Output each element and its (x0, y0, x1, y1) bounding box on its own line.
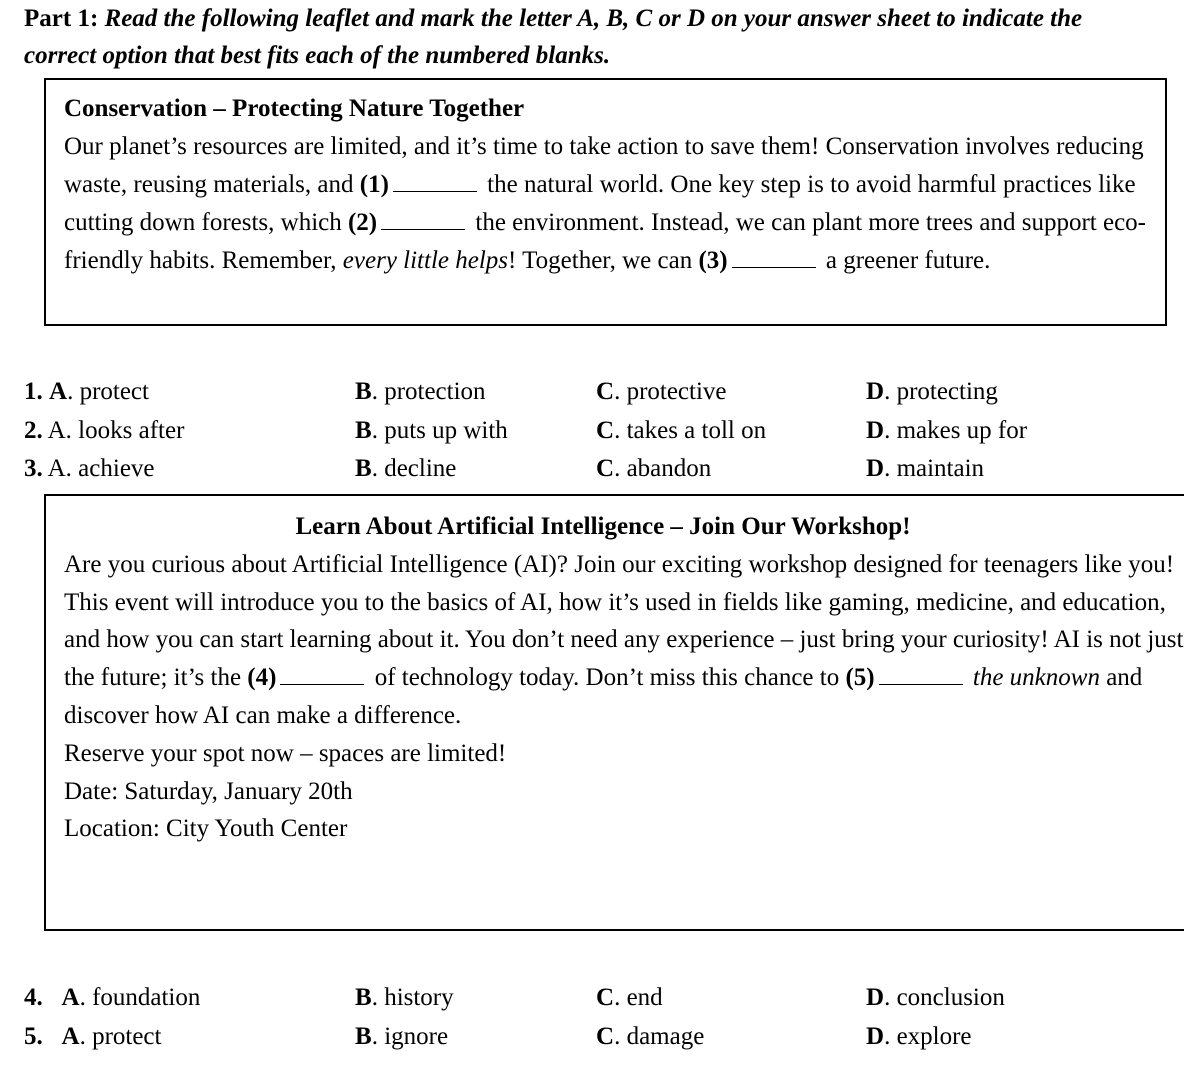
body-text: the environment. Instead, we can plant more trees and support eco-friendly habits. Remember, (64, 209, 1146, 274)
leaflet-body (64, 128, 1147, 280)
question-row (24, 979, 1164, 1018)
italic-phrase: the unknown (972, 664, 1100, 692)
option-b[interactable] (355, 412, 508, 451)
question-number: 1. (24, 378, 43, 405)
option-a[interactable] (24, 373, 149, 412)
option-letter: B (355, 378, 372, 405)
question-number: 4. (24, 984, 43, 1011)
question-options-1-3 (24, 373, 1164, 489)
blank-line (280, 664, 364, 685)
leaflet-body (64, 546, 1184, 735)
option-a[interactable] (24, 1018, 161, 1057)
body-text: Are you curious about Artificial Intelligence (AI)? Join our exciting workshop designed for teenagers like you! This event will introduce you to the basics of AI, how it’s used in fields like gaming, medicine, and education, and how you can start learning about it. You don’t need any experience – just bring your curiosity! AI is not just the future; it’s the (64, 550, 1184, 692)
option-text: . decline (371, 455, 457, 482)
option-text: . conclusion (884, 984, 1005, 1011)
body-text: Our planet’s resources are limited, and it’s time to take action to save them! Conservation involves reducing waste, reusing materials, and (64, 133, 1144, 198)
question-row (24, 373, 1164, 412)
blank-line (393, 171, 477, 192)
blank-line (732, 247, 816, 268)
option-text: . takes a toll on (614, 416, 767, 444)
question-number: 5. (24, 1022, 43, 1050)
blank-line (879, 664, 963, 685)
option-c[interactable] (596, 1018, 704, 1057)
option-a[interactable] (24, 979, 200, 1018)
option-letter: D (866, 378, 885, 405)
option-letter: A (61, 984, 80, 1011)
option-text: . foundation (79, 984, 201, 1011)
question-number: 3. (24, 455, 43, 482)
question-options-4-5 (24, 979, 1164, 1056)
blank-number: (3) (698, 247, 728, 274)
part-label: Part 1: (24, 5, 99, 32)
option-letter: C (596, 984, 615, 1011)
option-text: . end (614, 984, 663, 1011)
option-letter: A (61, 1022, 80, 1050)
option-text: . protecting (884, 378, 998, 405)
option-d[interactable] (866, 412, 1027, 451)
option-letter: D (866, 455, 885, 482)
option-a[interactable] (24, 412, 184, 451)
option-c[interactable] (596, 979, 663, 1018)
option-d[interactable] (866, 1018, 972, 1057)
option-text: . explore (884, 1022, 972, 1050)
instruction-text: Read the following leaflet and mark the letter A, B, C or D on your answer sheet to indicate the correct option that best fits each of the numbered blanks. (24, 5, 1083, 69)
question-row (24, 1018, 1164, 1057)
option-text: . protection (371, 378, 486, 405)
option-d[interactable] (866, 450, 984, 489)
option-text: . protect (79, 1022, 162, 1050)
option-d[interactable] (866, 373, 998, 412)
option-text: . protective (614, 378, 727, 405)
option-letter: A (49, 378, 68, 405)
option-text: . protect (67, 378, 149, 405)
option-d[interactable] (866, 979, 1005, 1018)
option-text: . maintain (884, 455, 985, 482)
option-c[interactable] (596, 450, 711, 489)
option-letter: C (596, 455, 615, 482)
blank-number: (1) (359, 171, 389, 198)
italic-phrase: every little helps (342, 247, 509, 274)
leaflet-title: Learn About Artificial Intelligence – Join Our Workshop! (295, 513, 911, 540)
body-text: and discover how AI can make a difference. (64, 664, 1143, 729)
option-letter: B (355, 1022, 372, 1050)
option-text: . damage (614, 1022, 705, 1050)
option-b[interactable] (355, 1018, 448, 1057)
option-c[interactable] (596, 373, 727, 412)
option-letter: D (866, 1022, 885, 1050)
option-letter: D (866, 416, 885, 444)
option-letter: C (596, 1022, 615, 1050)
question-row (24, 412, 1164, 451)
body-text: the natural world. One key step is to avoid harmful practices like cutting down forests, which (64, 171, 1136, 236)
body-text: a greener future. (819, 247, 991, 274)
option-letter: C (596, 416, 615, 444)
blank-number: (5) (845, 664, 875, 692)
blank-number: (4) (247, 664, 277, 692)
question-row (24, 450, 1164, 489)
instructions (24, 0, 1144, 74)
option-letter: B (355, 984, 372, 1011)
body-text: ! Together, we can (508, 247, 699, 274)
option-letter: C (596, 378, 615, 405)
option-letter: B (355, 455, 372, 482)
event-location: Location: City Youth Center (64, 815, 348, 843)
option-letter: D (866, 984, 885, 1011)
option-c[interactable] (596, 412, 766, 451)
blank-number: (2) (347, 209, 378, 236)
option-text: . puts up with (371, 416, 508, 444)
option-text: . abandon (614, 455, 712, 482)
body-text: of technology today. Don’t miss this chance to (368, 664, 846, 692)
option-b[interactable] (355, 373, 486, 412)
option-text: . history (371, 984, 454, 1011)
option-b[interactable] (355, 450, 456, 489)
option-text: . ignore (371, 1022, 449, 1050)
option-text: . makes up for (884, 416, 1028, 444)
option-a[interactable] (24, 450, 155, 489)
question-number: 2. (24, 416, 43, 444)
leaflet-title: Conservation – Protecting Nature Together (64, 95, 525, 122)
option-b[interactable] (355, 979, 454, 1018)
blank-line (381, 209, 465, 230)
option-letter: B (355, 416, 372, 444)
event-date: Date: Saturday, January 20th (64, 777, 353, 805)
option-text: A. looks after (47, 416, 185, 444)
leaflet-conservation (44, 78, 1167, 326)
leaflet-ai-workshop (44, 494, 1184, 931)
reserve-text: Reserve your spot now – spaces are limited! (64, 739, 507, 767)
option-text: A. achieve (47, 455, 155, 482)
